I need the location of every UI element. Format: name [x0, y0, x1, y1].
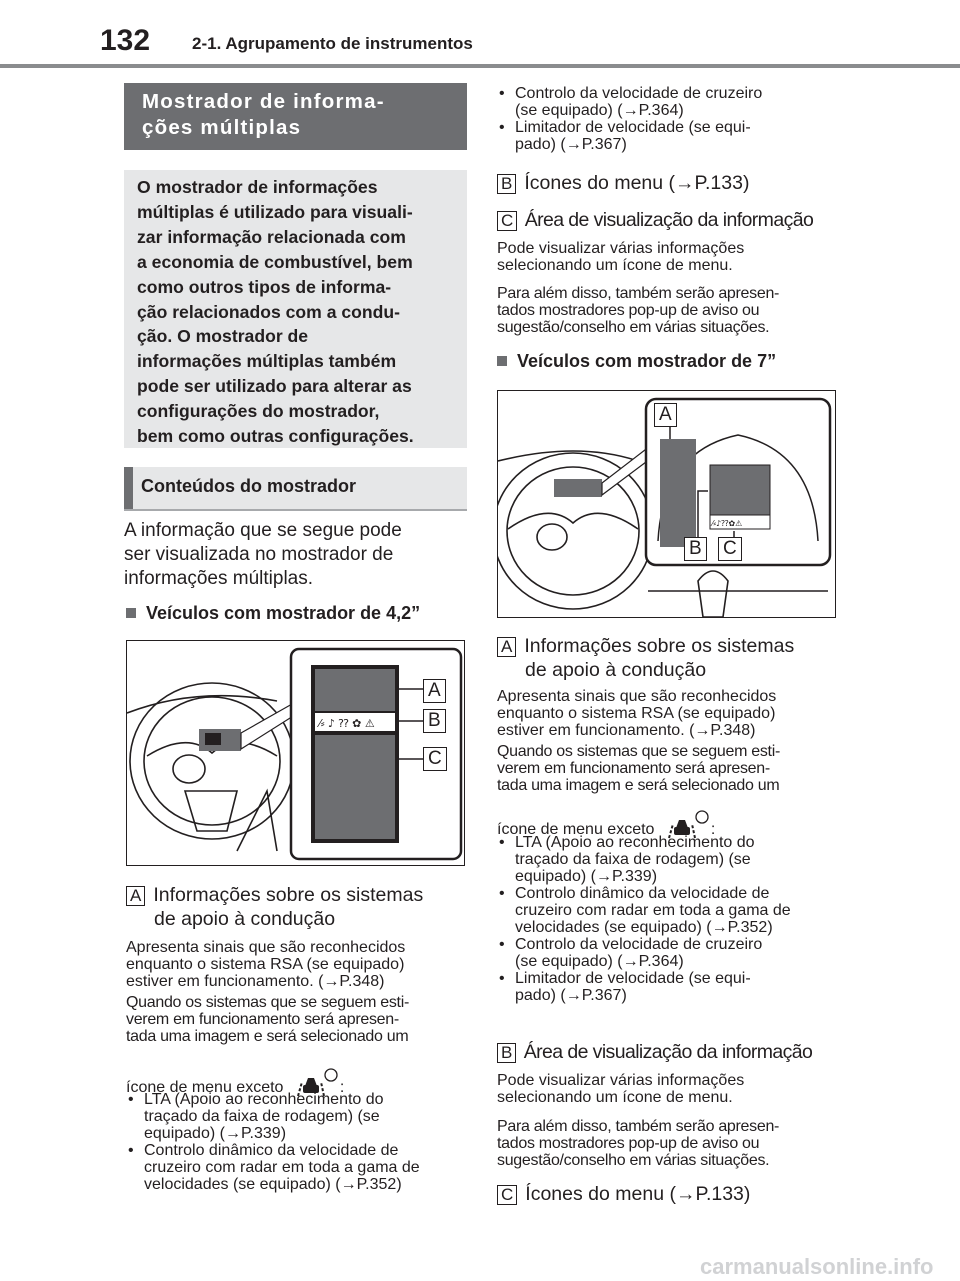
intro-line: zar informação relacionada com [137, 226, 406, 247]
intro-paragraph [124, 519, 469, 591]
label-box-c: C [497, 1185, 517, 1205]
figure-7-display [497, 390, 836, 618]
item-title: Área de visualização da informação [523, 1041, 813, 1063]
paragraph-line: estiver em funcionamento. (→P.348) [126, 973, 385, 990]
figure-label-b: B [684, 537, 707, 561]
bullet-line: • Controlo dinâmico da velocidade de [515, 885, 770, 902]
intro-line: configurações do mostrador, [137, 401, 380, 422]
figure-label-c: C [718, 537, 742, 561]
list-item [497, 834, 842, 885]
bullet-line: • Limitador de velocidade (se equi- [515, 119, 751, 136]
item-a-paragraph-1 [126, 939, 471, 990]
paragraph-line: tados mostradores pop-up de aviso ou [497, 302, 760, 319]
subheading-7 [497, 351, 776, 372]
paragraph-line: Pode visualizar várias informações [497, 240, 745, 257]
bullet-line: pado) (→P.367) [515, 136, 627, 153]
bullet-line: velocidades (se equipado) (→P.352) [515, 919, 773, 936]
square-bullet-icon [126, 608, 136, 618]
intro-line: bem como outras configurações. [137, 426, 414, 447]
bullet-line: equipado) (→P.339) [144, 1125, 287, 1142]
paragraph-line: ícone de menu exceto [126, 1079, 284, 1096]
icon-exception-line: ícone de menu exceto : [497, 810, 842, 840]
bullet-line: traçado da faixa de rodagem) (se [144, 1108, 380, 1125]
item-a-paragraph-2 [497, 743, 842, 794]
bullet-line: (se equipado) (→P.364) [515, 953, 684, 970]
item-title: Área de visualização da informação [524, 209, 814, 231]
subheading-4-2 [126, 603, 420, 624]
label-box-a: A [126, 886, 145, 906]
paragraph-line: ícone de menu exceto [497, 821, 655, 838]
list-item [497, 85, 842, 119]
paragraph-line: estiver em funcionamento. (→P.348) [497, 722, 756, 739]
item-a-paragraph-1 [497, 688, 842, 739]
paragraph-line: enquanto o sistema RSA (se equipado) [497, 705, 776, 722]
paragraph-line: Pode visualizar várias informações [497, 1072, 745, 1089]
subheading-text: Veículos com mostrador de 7” [517, 351, 777, 371]
header-rule [0, 64, 960, 68]
item-title: Ícones do menu (→P.133) [525, 1183, 751, 1205]
bullet-line: • LTA (Apoio ao reconhecimento do [515, 834, 755, 851]
right-top-bullets [497, 85, 842, 153]
item-b-heading [497, 171, 749, 195]
subheading-text: Veículos com mostrador de 4,2” [146, 603, 421, 623]
svg-text:⁄⸗♪⁇✿⚠: ⁄⸗♪⁇✿⚠ [712, 519, 743, 528]
dashboard-illustration [127, 641, 464, 865]
bullet-line: • Limitador de velocidade (se equi- [515, 970, 751, 987]
watermark: carmanualsonline.info [700, 1254, 934, 1279]
section-title-line: ções múltiplas [142, 116, 302, 139]
label-box-b: B [497, 1043, 516, 1063]
bullet-line: • Controlo da velocidade de cruzeiro [515, 85, 763, 102]
item-c2-heading [497, 1182, 750, 1206]
item-c-heading [497, 208, 813, 232]
item-a-heading [126, 883, 471, 931]
paragraph-line: sugestão/conselho em várias situações. [497, 1152, 770, 1169]
item-title: de apoio à condução [525, 659, 707, 681]
paragraph-line: verem em funcionamento será apresen- [497, 760, 770, 777]
label-box-a: A [497, 637, 516, 657]
list-item [126, 1142, 471, 1193]
item-a-heading [497, 634, 842, 682]
list-item [497, 119, 842, 153]
intro-line: múltiplas é utilizado para visuali- [137, 201, 413, 222]
item-title: Informações sobre os sistemas [153, 884, 424, 906]
item-c-paragraph-1 [497, 240, 842, 274]
list-item [497, 936, 842, 970]
intro-line: pode ser utilizado para alterar as [137, 376, 412, 397]
item-b2-heading [497, 1040, 812, 1064]
bullet-line: • Controlo da velocidade de cruzeiro [515, 936, 763, 953]
icon-exception-line: ícone de menu exceto : [126, 1068, 471, 1098]
label-box-b: B [497, 174, 516, 194]
intro-line: ção relacionados com a condu- [137, 301, 400, 322]
section-accent-bar [124, 467, 133, 509]
item-title: Ícones do menu (→P.133) [524, 172, 750, 194]
paragraph-line: verem em funcionamento será apresen- [126, 1011, 399, 1028]
paragraph-line: enquanto o sistema RSA (se equipado) [126, 956, 405, 973]
paragraph-line: A informação que se segue pode [124, 520, 402, 541]
bullet-line: • Controlo dinâmico da velocidade de [144, 1142, 399, 1159]
bullet-line: traçado da faixa de rodagem) (se [515, 851, 751, 868]
figure-label-b: B [423, 709, 446, 733]
figure-label-c: C [423, 747, 447, 771]
list-item [497, 885, 842, 936]
paragraph-line: Apresenta sinais que são reconhecidos [497, 688, 777, 705]
intro-line: a economia de combustível, bem [137, 251, 413, 272]
bullet-line: cruzeiro com radar em toda a gama de [515, 902, 791, 919]
square-bullet-icon [497, 356, 507, 366]
section-heading-multi-info-display [124, 83, 467, 150]
item-a-bullets [497, 834, 842, 1004]
chapter-title: 2-1. Agrupamento de instrumentos [192, 34, 473, 53]
bullet-line: cruzeiro com radar em toda a gama de [144, 1159, 420, 1176]
item-title: de apoio à condução [154, 908, 336, 930]
paragraph-line: tada uma imagem e será selecionado um [126, 1028, 409, 1045]
intro-line: ção. O mostrador de [137, 326, 309, 347]
paragraph-line: tados mostradores pop-up de aviso ou [497, 1135, 760, 1152]
bullet-line: equipado) (→P.339) [515, 868, 658, 885]
paragraph-line: ser visualizada no mostrador de [124, 544, 394, 565]
section-title: Conteúdos do mostrador [141, 476, 356, 496]
item-b2-paragraph-1 [497, 1072, 842, 1106]
paragraph-line: selecionando um ícone de menu. [497, 257, 733, 274]
paragraph-line: selecionando um ícone de menu. [497, 1089, 733, 1106]
svg-text:⁄⸗ ♪ ⁇ ✿ ⚠: ⁄⸗ ♪ ⁇ ✿ ⚠ [319, 717, 375, 730]
label-box-c: C [497, 211, 517, 231]
paragraph-line: Apresenta sinais que são reconhecidos [126, 939, 406, 956]
paragraph-line: Quando os sistemas que se seguem esti- [497, 743, 780, 760]
paragraph-line: Para além disso, também serão apresen- [497, 1118, 780, 1135]
page-number: 132 [100, 24, 151, 57]
paragraph-line: sugestão/conselho em várias situações. [497, 319, 770, 336]
list-item [126, 1091, 471, 1142]
intro-box [124, 170, 467, 448]
item-a-bullets [126, 1091, 471, 1193]
intro-line: informações múltiplas também [137, 351, 397, 372]
figure-4-2-display [126, 640, 465, 866]
bullet-line: velocidades (se equipado) (→P.352) [144, 1176, 402, 1193]
bullet-line: (se equipado) (→P.364) [515, 102, 684, 119]
item-b2-paragraph-2 [497, 1118, 842, 1169]
paragraph-line: informações múltiplas. [124, 568, 314, 589]
bullet-line: pado) (→P.367) [515, 987, 627, 1004]
figure-label-a: A [423, 679, 446, 703]
bullet-line: • LTA (Apoio ao reconhecimento do [144, 1091, 384, 1108]
item-title: Informações sobre os sistemas [524, 635, 795, 657]
list-item [497, 970, 842, 1004]
intro-line: O mostrador de informações [137, 177, 378, 197]
paragraph-line: Quando os sistemas que se seguem esti- [126, 994, 409, 1011]
intro-line: como outros tipos de informa- [137, 276, 392, 297]
section-heading-display-contents [124, 467, 467, 509]
paragraph-line: tada uma imagem e será selecionado um [497, 777, 780, 794]
item-a-paragraph-2 [126, 994, 471, 1045]
item-c-paragraph-2 [497, 285, 842, 336]
section-title-line: Mostrador de informa- [142, 90, 385, 113]
paragraph-line: Para além disso, também serão apresen- [497, 285, 780, 302]
figure-label-a: A [654, 403, 677, 427]
section-rule [124, 509, 467, 511]
